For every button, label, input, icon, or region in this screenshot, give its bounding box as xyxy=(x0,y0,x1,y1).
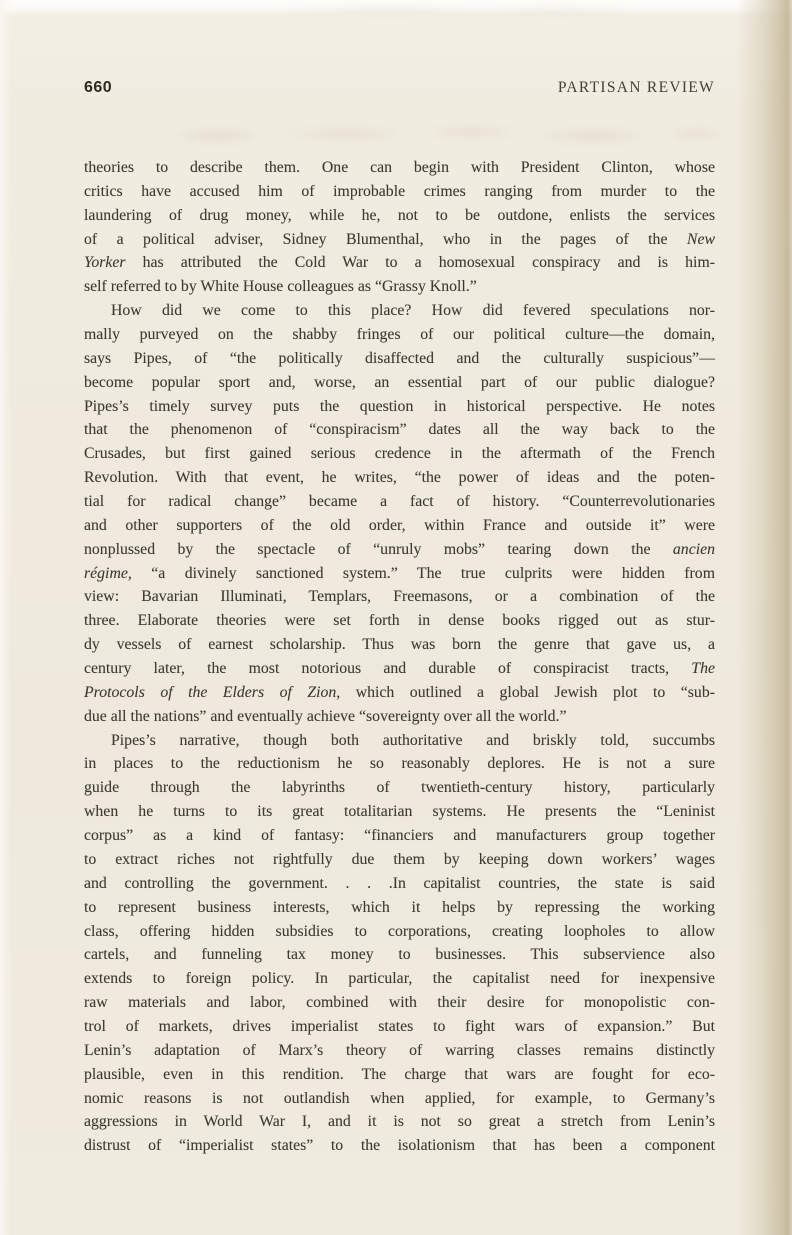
text-segment: critics have accused him of improbable crimes ranging from murder to the xyxy=(84,182,715,200)
text-segment: nomic reasons is not outlandish when applied, for example, to Germany’s xyxy=(84,1089,715,1107)
text-segment: corpus” as a kind of fantasy: “financiers and manufacturers group together xyxy=(84,827,715,845)
page-header xyxy=(84,79,715,97)
text-segment: “a divinely sanctioned system.” The true culprits were hidden from xyxy=(131,564,715,582)
text-segment: class, offering hidden subsidies to corporations, creating loopholes to allow xyxy=(84,922,715,940)
text-segment: cartels, and funneling tax money to businesses. This subservience also xyxy=(84,946,715,964)
body-text xyxy=(84,156,715,1158)
text-segment: to represent business interests, which it helps by repressing the working xyxy=(84,898,715,916)
text-segment: distrust of “imperialist states” to the isolationism that has been a component xyxy=(84,1137,715,1155)
text-segment: become popular sport and, worse, an essential part of our public dialogue? xyxy=(84,373,715,391)
text-segment: , which outlined a global Jewish plot to “sub- xyxy=(336,683,715,701)
page-number: 660 xyxy=(84,79,113,96)
text-segment: century later, the most notorious and durable of conspiracist tracts, xyxy=(84,660,692,678)
text-line xyxy=(84,228,715,252)
text-line xyxy=(84,1063,715,1087)
text-segment: in places to the reductionism he so reasonably deplores. He is not a sure xyxy=(84,755,715,773)
text-segment: has attributed the Cold War to a homosexual conspiracy and is him- xyxy=(125,254,715,272)
text-line xyxy=(84,848,715,872)
text-segment: trol of markets, drives imperialist states to fight wars of expansion.” But xyxy=(84,1017,715,1035)
italic-text-segment: New xyxy=(686,230,715,248)
text-line xyxy=(84,371,715,395)
text-segment: tial for radical change” became a fact of history. “Counterrevolutionaries xyxy=(84,493,715,511)
italic-text-segment: Protocols of the Elders of Zion xyxy=(84,683,337,701)
text-line xyxy=(84,1087,715,1111)
text-segment: laundering of drug money, while he, not to be outdone, enlists the services xyxy=(84,206,715,224)
text-segment: Pipes’s timely survey puts the question in historical perspective. He notes xyxy=(84,397,715,415)
text-line xyxy=(84,752,715,776)
text-segment: How did we come to this place? How did fevered speculations nor- xyxy=(111,302,715,320)
text-line xyxy=(84,275,715,299)
text-line xyxy=(84,156,715,180)
text-line xyxy=(84,1134,715,1158)
italic-text-segment: Yorker xyxy=(84,254,126,272)
text-segment: three. Elaborate theories were set forth in dense books rigged out as stur- xyxy=(84,612,715,630)
text-segment: raw materials and labor, combined with their desire for monopolistic con- xyxy=(84,994,715,1012)
text-line xyxy=(84,442,715,466)
text-line xyxy=(84,562,715,586)
text-line xyxy=(84,681,715,705)
text-line xyxy=(84,490,715,514)
text-line xyxy=(84,180,715,204)
showthrough-artifact xyxy=(150,116,725,152)
text-line xyxy=(84,776,715,800)
text-line xyxy=(84,514,715,538)
text-line xyxy=(84,943,715,967)
text-segment: Pipes’s narrative, though both authoritative and briskly told, succumbs xyxy=(111,731,715,749)
text-segment: guide through the labyrinths of twentieth-century history, particularly xyxy=(84,779,715,797)
text-line xyxy=(84,418,715,442)
text-line xyxy=(84,1015,715,1039)
text-line xyxy=(84,609,715,633)
text-segment: says Pipes, of “the politically disaffected and the culturally suspicious”— xyxy=(84,349,715,367)
journal-title: PARTISAN REVIEW xyxy=(557,79,715,96)
text-line xyxy=(84,920,715,944)
text-segment: mally purveyed on the shabby fringes of our political culture—the domain, xyxy=(84,326,715,344)
text-line xyxy=(84,800,715,824)
text-line xyxy=(84,729,715,753)
italic-text-segment: ancien xyxy=(672,540,715,558)
text-segment: extends to foreign policy. In particular, the capitalist need for inexpensive xyxy=(84,970,715,988)
text-line xyxy=(84,705,715,729)
text-segment: when he turns to its great totalitarian systems. He presents the “Leninist xyxy=(84,803,715,821)
text-segment: view: Bavarian Illuminati, Templars, Freemasons, or a combination of the xyxy=(84,588,715,606)
text-segment: of a political adviser, Sidney Blumenthal, who in the pages of the xyxy=(84,230,687,248)
text-segment: to extract riches not rightfully due them by keeping down workers’ wages xyxy=(84,850,715,868)
text-segment: and other supporters of the old order, within France and outside it” were xyxy=(84,516,715,534)
text-segment: self referred to by White House colleagues as “Grassy Knoll.” xyxy=(84,278,477,296)
text-line xyxy=(84,967,715,991)
italic-text-segment: The xyxy=(691,660,715,678)
text-segment: due all the nations” and eventually achieve “sovereignty over all the world.” xyxy=(84,707,567,725)
text-segment: aggressions in World War I, and it is not so great a stretch from Lenin’s xyxy=(84,1113,715,1131)
text-line xyxy=(84,1110,715,1134)
showthrough-artifact-top xyxy=(220,2,640,20)
text-segment: plausible, even in this rendition. The charge that wars are fought for eco- xyxy=(84,1065,715,1083)
text-line xyxy=(84,633,715,657)
text-line xyxy=(84,824,715,848)
text-line xyxy=(84,896,715,920)
text-segment: Lenin’s adaptation of Marx’s theory of warring classes remains distinctly xyxy=(84,1041,715,1059)
text-line xyxy=(84,466,715,490)
text-line xyxy=(84,323,715,347)
text-line xyxy=(84,991,715,1015)
text-segment: nonplussed by the spectacle of “unruly mobs” tearing down the xyxy=(84,540,673,558)
text-line xyxy=(84,299,715,323)
text-segment: dy vessels of earnest scholarship. Thus was born the genre that gave us, a xyxy=(84,636,715,654)
italic-text-segment: régime, xyxy=(84,564,132,582)
text-line xyxy=(84,1039,715,1063)
page-gutter-shadow xyxy=(736,0,792,1235)
text-segment: and controlling the government. . . .In capitalist countries, the state is said xyxy=(84,874,715,892)
text-line xyxy=(84,585,715,609)
text-line xyxy=(84,251,715,275)
text-segment: Crusades, but first gained serious credence in the aftermath of the French xyxy=(84,445,715,463)
text-line xyxy=(84,204,715,228)
text-segment: Revolution. With that event, he writes, “the power of ideas and the poten- xyxy=(84,469,715,487)
text-line xyxy=(84,395,715,419)
text-line xyxy=(84,347,715,371)
text-segment: theories to describe them. One can begin with President Clinton, whose xyxy=(84,159,715,176)
page-left-edge xyxy=(0,0,12,1235)
text-segment: that the phenomenon of “conspiracism” dates all the way back to the xyxy=(84,421,715,439)
text-line xyxy=(84,538,715,562)
text-line xyxy=(84,657,715,681)
text-line xyxy=(84,872,715,896)
